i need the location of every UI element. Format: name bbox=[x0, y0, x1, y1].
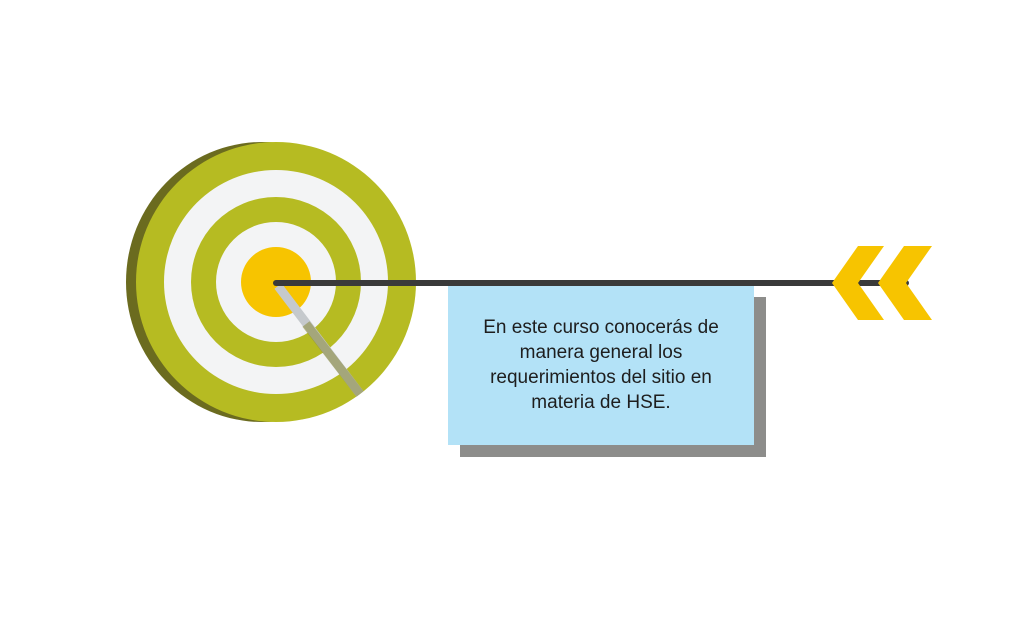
arrow-fletching bbox=[832, 246, 932, 320]
course-description-text: En este curso conocerás de manera general los requerimientos del sitio en materia de HSE. bbox=[483, 317, 719, 413]
arrow-fletch-right bbox=[878, 246, 932, 320]
note-card bbox=[448, 285, 754, 445]
